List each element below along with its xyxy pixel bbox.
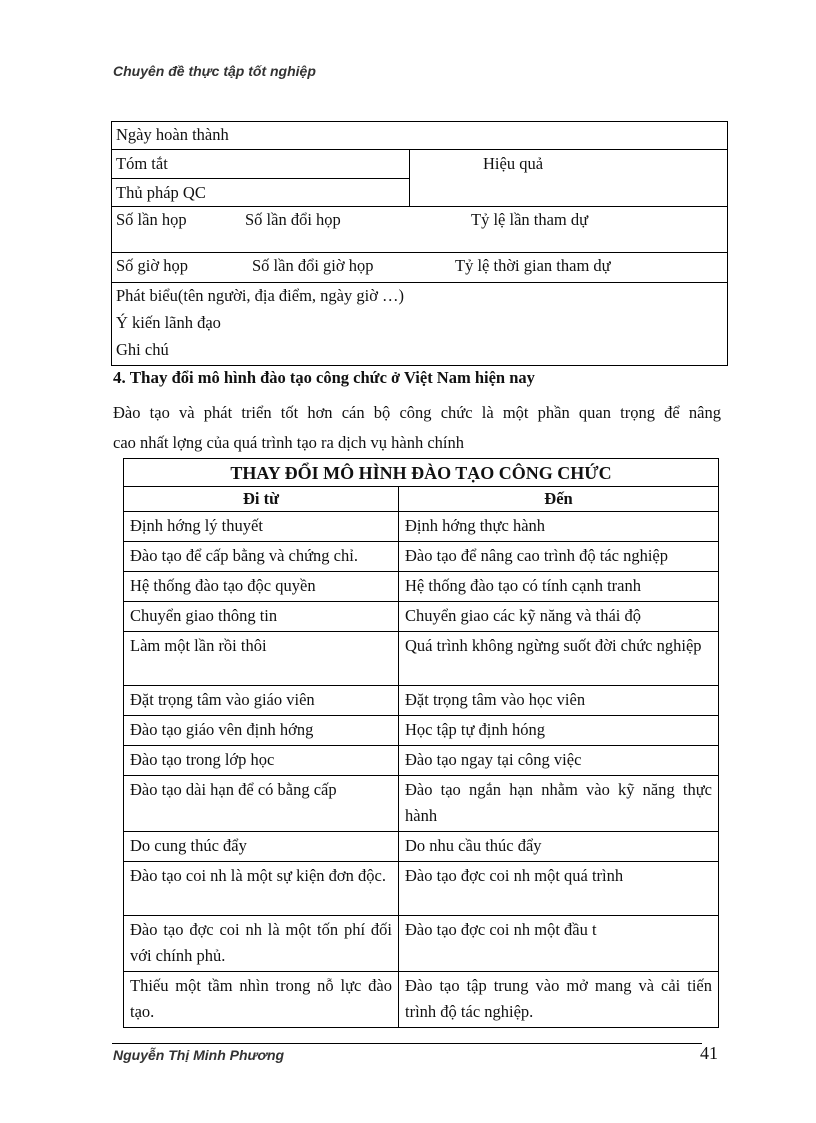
training-model-table	[123, 458, 719, 1028]
leader-opinion-label: Ý kiến lãnh đạo	[116, 313, 221, 332]
paragraph-line-1: Đào tạo và phát triển tốt hơn cán bộ công chức là một phần quan trọng để nâng	[113, 403, 721, 422]
cell-to: Đào tạo tập trung vào mở mang và cải tiến trình độ tác nghiệp.	[399, 972, 719, 1028]
meeting-hours-label: Số giờ họp	[116, 256, 188, 275]
cell-from: Thiếu một tầm nhìn trong nỗ lực đào tạo.	[124, 972, 399, 1028]
form-row-summary	[112, 150, 727, 207]
table-row	[124, 512, 719, 542]
cell-from: Làm một lần rồi thôi	[124, 632, 399, 686]
cell-to: Đặt trọng tâm vào học viên	[399, 686, 719, 716]
cell-from: Đào tạo đợc coi nh là một tốn phí đối với chính phủ.	[124, 916, 399, 972]
cell-from: Chuyển giao thông tin	[124, 602, 399, 632]
table-row	[124, 542, 719, 572]
table-row	[124, 776, 719, 832]
column-from-header: Đi từ	[124, 487, 399, 512]
paragraph-line-2: cao nhất lợng của quá trình tạo ra dịch vụ hành chính	[113, 433, 464, 452]
cell-to: Do nhu cầu thúc đẩy	[399, 832, 719, 862]
table-row	[124, 862, 719, 916]
table-row	[124, 686, 719, 716]
time-attendance-rate-label: Tỷ lệ thời gian tham dự	[455, 256, 611, 275]
cell-from: Đào tạo dài hạn để có bằng cấp	[124, 776, 399, 832]
cell-from: Đào tạo coi nh là một sự kiện đơn độc.	[124, 862, 399, 916]
cell-to: Đào tạo ngắn hạn nhằm vào kỹ năng thực hành	[399, 776, 719, 832]
cell-from: Đặt trọng tâm vào giáo viên	[124, 686, 399, 716]
form-row-notes	[112, 283, 727, 365]
section-number: 4. Thay	[113, 368, 168, 387]
rescheduled-count-label: Số lần đổi họp	[245, 210, 341, 229]
cell-to: Đào tạo đợc coi nh một quá trình	[399, 862, 719, 916]
cell-from: Hệ thống đào tạo độc quyền	[124, 572, 399, 602]
table-row	[124, 632, 719, 686]
section-heading	[113, 368, 535, 388]
speech-label: Phát biểu(tên người, địa điểm, ngày giờ …)	[116, 286, 405, 305]
meeting-form-table	[111, 121, 728, 366]
page-header: Chuyên đề thực tập tốt nghiệp	[113, 63, 316, 79]
cell-to: Đào tạo ngay tại công việc	[399, 746, 719, 776]
attendance-rate-label: Tỷ lệ lần tham dự	[471, 210, 589, 229]
rescheduled-hours-label: Số lần đổi giờ họp	[252, 256, 374, 275]
cell-from: Định hớng lý thuyết	[124, 512, 399, 542]
cell-to: Đào tạo để nâng cao trình độ tác nghiệp	[399, 542, 719, 572]
qc-method-label: Thủ pháp QC	[116, 183, 206, 202]
cell-to: Quá trình không ngừng suốt đời chức nghiệp	[399, 632, 719, 686]
cell-from: Đào tạo giáo vên định hớng	[124, 716, 399, 746]
form-row-meetings	[112, 207, 727, 253]
footer-author: Nguyễn Thị Minh Phương	[113, 1047, 285, 1063]
table-row	[124, 572, 719, 602]
cell-from: Đào tạo để cấp bằng và chứng chỉ.	[124, 542, 399, 572]
form-row-hours	[112, 253, 727, 283]
column-to-header: Đến	[399, 487, 719, 512]
table-row	[124, 972, 719, 1028]
table-row	[124, 832, 719, 862]
summary-label: Tóm tắt	[116, 154, 168, 173]
table-title: THAY ĐỔI MÔ HÌNH ĐÀO TẠO CÔNG CHỨC	[124, 459, 719, 487]
table-row	[124, 602, 719, 632]
cell-to: Đào tạo đợc coi nh một đầu t	[399, 916, 719, 972]
cell-from: Do cung thúc đẩy	[124, 832, 399, 862]
cell-to: Định hớng thực hành	[399, 512, 719, 542]
cell-from: Đào tạo trong lớp học	[124, 746, 399, 776]
form-row-completion	[112, 122, 727, 150]
page-number: 41	[700, 1043, 718, 1063]
cell-to: Hệ thống đào tạo có tính cạnh tranh	[399, 572, 719, 602]
table-row	[124, 716, 719, 746]
cell-to: Học tập tự định hóng	[399, 716, 719, 746]
effect-label: Hiệu quả	[483, 154, 544, 173]
section-title: đổi mô hình đào tạo công chức ở Việt Nam hiện nay	[171, 368, 535, 387]
completion-date-label: Ngày hoàn thành	[116, 125, 229, 144]
table-row	[124, 746, 719, 776]
footer-divider	[112, 1043, 702, 1044]
notes-label: Ghi chú	[116, 340, 169, 359]
table-row	[124, 916, 719, 972]
cell-to: Chuyển giao các kỹ năng và thái độ	[399, 602, 719, 632]
meetings-count-label: Số lần họp	[116, 210, 187, 229]
